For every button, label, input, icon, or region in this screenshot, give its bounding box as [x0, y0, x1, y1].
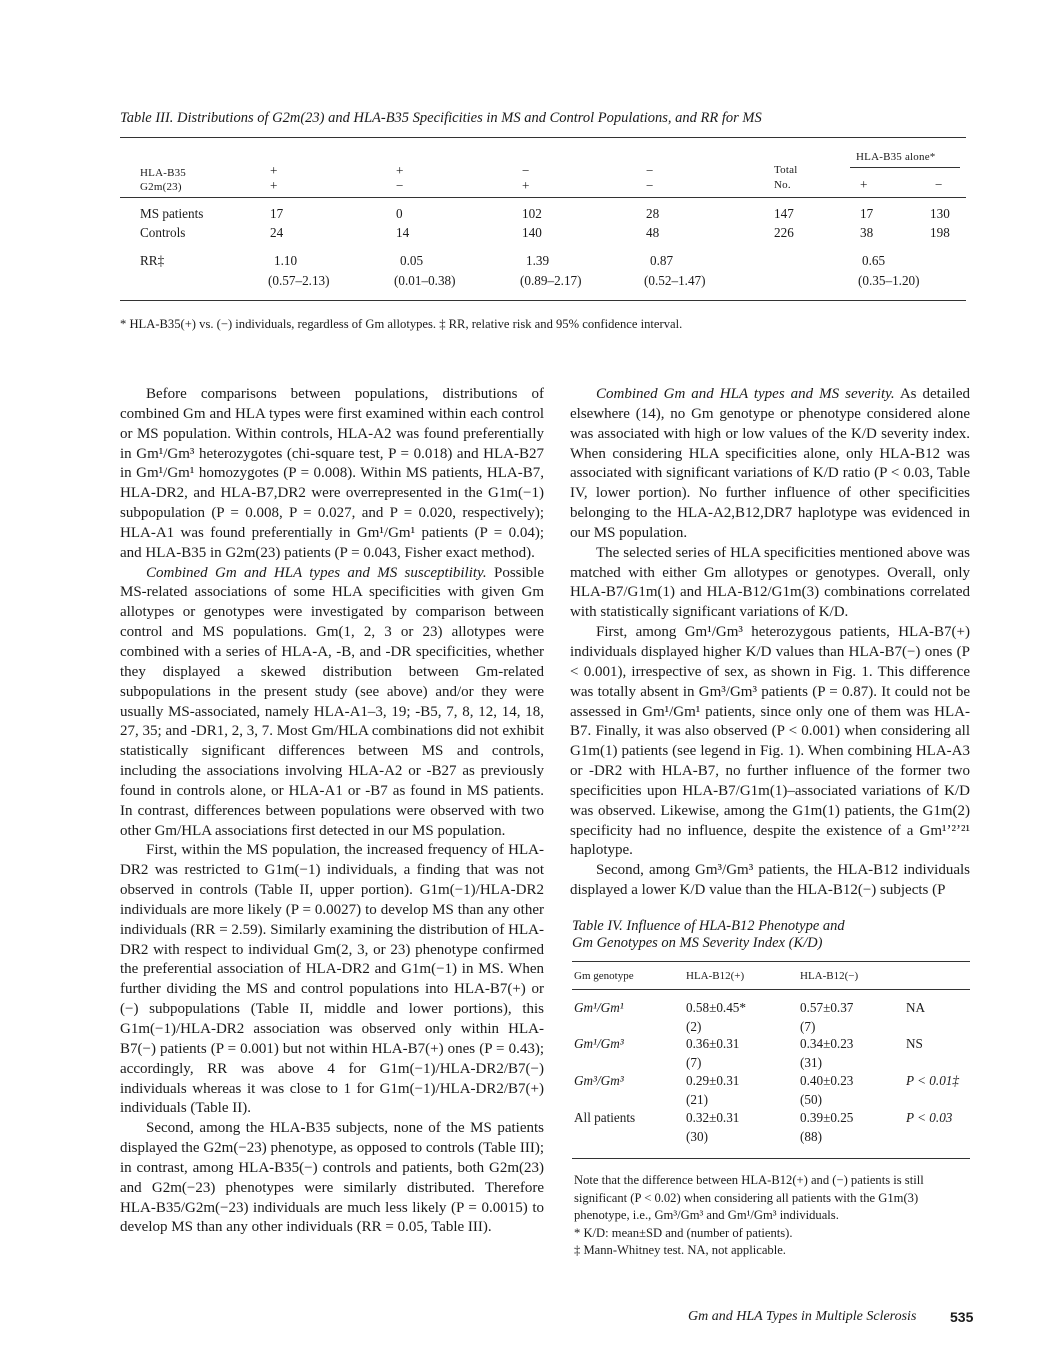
- table-iii-cell: 198: [930, 225, 950, 240]
- table-iii-rr-ci: (0.52–1.47): [644, 273, 706, 288]
- table-iii-b35-sign: −: [646, 163, 654, 178]
- table-iv-genotype: Gm³/Gm³: [574, 1073, 624, 1088]
- table-iii-rr-ci: (0.57–2.13): [268, 273, 330, 288]
- table-iii-cell: 17: [860, 206, 874, 221]
- table-iii-row-label: MS patients: [140, 206, 204, 221]
- table-iv-count: (50): [800, 1092, 822, 1107]
- table-iii-caption: Table III. Distributions of G2m(23) and HLA-B35 Specificities in MS and Control Populations, and RR for MS: [120, 110, 762, 126]
- table-iii-rr-ci: (0.35–1.20): [858, 273, 920, 288]
- table-iii-cell: 226: [774, 225, 794, 240]
- table-iii-cell: 0: [396, 206, 403, 221]
- table-iv-genotype: Gm¹/Gm¹: [574, 1000, 624, 1015]
- table-iv-value: 0.29±0.31: [686, 1073, 740, 1088]
- table-iv-significance: NS: [906, 1036, 923, 1051]
- table-iii-footnote: * HLA-B35(+) vs. (−) individuals, regardless of Gm allotypes. ‡ RR, relative risk and 95% confidence interval.: [120, 317, 683, 331]
- table-iv-value: 0.58±0.45*: [686, 1000, 746, 1015]
- table-iii-rr-value: 0.05: [400, 253, 424, 268]
- table-iv-note: Note that the difference between HLA-B12(+) and (−) patients is still significant (P < 0.02) when considering all patients with the G1m(3) phenotype, i.e., Gm³/Gm³ and Gm¹/Gm³ individuals.: [574, 1173, 924, 1222]
- table-iv-header: Gm genotype: [574, 970, 634, 982]
- table-iii-b35-sign: −: [522, 163, 530, 178]
- table-iv-count: (7): [800, 1019, 816, 1034]
- table-iii-top-rule: [120, 137, 966, 138]
- paragraph: Second, among Gm³/Gm³ patients, the HLA-B12 individuals displayed a lower K/D value than the HLA-B12(−) subjects (P: [570, 862, 970, 899]
- run-in-heading: Combined Gm and HLA types and MS severity.: [596, 386, 895, 402]
- table-iii-cell: 17: [270, 206, 284, 221]
- table-iii-cell: 130: [930, 206, 950, 221]
- table-iii-spanner-rule: [850, 167, 960, 168]
- table-iv-header: HLA-B12(−): [800, 970, 859, 982]
- right-column: [570, 385, 970, 901]
- table-iii-g2m-sign: +: [522, 178, 530, 193]
- table-iii-rr-value: 0.65: [862, 253, 886, 268]
- paragraph-body: As detailed elsewhere (14), no Gm genotype or phenotype considered alone was associated with high or low values of the K/D severity index. When considering HLA specificities alone, only HLA-B12 was associated with significant variations of K/D ratio (P < 0.03, Table IV, lower portion). No further influence of other specificities belonging to the HLA-A2,B12,DR7 haplotype was evidenced in our MS population.: [570, 386, 970, 541]
- table-iii-header-b35-alone: HLA-B35 alone*: [856, 151, 936, 163]
- table-iii-b35-sign: +: [270, 163, 278, 178]
- table-iii-header-g2m23: G2m(23): [140, 181, 182, 193]
- table-iv-count: (21): [686, 1092, 708, 1107]
- table-iii-cell: 14: [396, 225, 410, 240]
- table-iv-bottom-rule: [572, 1158, 970, 1159]
- table-iii-cell: 28: [646, 206, 660, 221]
- table-iv-significance: NA: [906, 1000, 926, 1015]
- table-iii-g2m-sign: +: [270, 178, 278, 193]
- table-iv-note: * K/D: mean±SD and (number of patients).: [574, 1225, 793, 1240]
- table-iii-header-no: No.: [774, 179, 791, 191]
- table-iv-value: 0.57±0.37: [800, 1000, 854, 1015]
- table-iii-rr-ci: (0.89–2.17): [520, 273, 582, 288]
- run-in-heading: Combined Gm and HLA types and MS susceptibility.: [146, 564, 487, 581]
- table-iii-cell: 147: [774, 206, 794, 221]
- table-iii-bottom-rule: [120, 300, 966, 301]
- table-iii-header-alone-minus: −: [935, 177, 943, 192]
- running-footer-title: Gm and HLA Types in Multiple Sclerosis: [688, 1309, 917, 1324]
- paragraph: First, within the MS population, the increased frequency of HLA-DR2 was restricted to G1m(−1) individuals, a finding that was not observed in controls (Table II, upper portion). G1m(−1)/HLA-DR2 individuals are more likely (P = 0.0027) to develop MS than any other individuals (RR = 2.59). Similarly examining the distribution of HLA-DR2 with respect to individual Gm(2, 3, or 23) phenotype confirmed the preferential association of HLA-DR2 and G1m(−1) in MS. When further dividing the MS and control populations into HLA-B7(+) or (−) subpopulations (Table II, middle and lower portions), this G1m(−1)/HLA-DR2 association was observed only within HLA-B7(−) patients (P = 0.001) but not within HLA-B7(+) ones (P = 0.43); accordingly, RR was above 4 for G1m(−1)/HLA-DR2/B7(−) individuals whereas it was close to 1 for G1m(−1)/HLA-DR2/B7(+) individuals (Table II).: [120, 842, 544, 1117]
- table-iii-rr-label: RR‡: [140, 253, 165, 268]
- left-column: [120, 385, 544, 1238]
- table-iv-caption: [572, 918, 845, 952]
- table-iii-rr-value: 1.10: [274, 253, 298, 268]
- table-iii-g2m-sign: −: [396, 178, 404, 193]
- table-iv-value: 0.39±0.25: [800, 1110, 854, 1125]
- paragraph: First, among Gm¹/Gm³ heterozygous patients, HLA-B7(+) individuals displayed higher K/D values than HLA-B7(−) ones (P < 0.001), irrespective of sex, as shown in Fig. 1. This difference was totally absent in Gm³/Gm³ patients (P = 0.87). It could not be assessed in Gm¹/Gm¹ patients, since only one of them was HLA-B7. Finally, it was also observed (P < 0.001) when considering all G1m(1) patients (see legend in Fig. 1). When combining HLA-A3 or -DR2 with HLA-B7, no further influence of the former two specificities upon HLA-B7/G1m(1)–associated variations of K/D was observed. Likewise, among the G1m(1) patients, the G1m(2) specificity had no influence, despite the existence of a Gm¹ʼ²ʼ²¹ haplotype.: [570, 624, 970, 859]
- paragraph-body: Possible MS-related associations of some HLA specificities with given Gm allotypes or genotypes were investigated by comparison between control and MS populations. Gm(1, 2, 3 or 23) allotypes were combined with a series of HLA-A, -B, and -DR specificities, whether they displayed a skewed distribution between Gm-related subpopulations in the present study (see above) and/or they were usually MS-associated, namely HLA-A1–3, 19; -B5, 7, 8, 12, 14, 18, 27, 35; and -DR1, 2, 3, 7. Most Gm/HLA combinations did not exhibit statistically significant differences between MS and controls, including the associations involving HLA-A2 or -B27 as previously found in controls alone, or HLA-A1 or -B7 as found in MS patients. In contrast, differences between populations were observed with two other Gm/HLA associations first detected in our MS population.: [120, 564, 544, 839]
- table-iii-rr-value: 0.87: [650, 253, 674, 268]
- paragraph: [570, 385, 970, 544]
- table-iii-cell: 140: [522, 225, 542, 240]
- table-iii-header-alone-plus: +: [860, 177, 868, 192]
- table-iv-genotype: All patients: [574, 1110, 636, 1125]
- paragraph: [120, 564, 544, 842]
- table-iv-value: 0.34±0.23: [800, 1036, 854, 1051]
- table-iv-significance: P < 0.03: [906, 1110, 953, 1125]
- table-iv-top-rule: [572, 961, 970, 962]
- table-iv-header: HLA-B12(+): [686, 970, 745, 982]
- table-iii-rr-ci: (0.01–0.38): [394, 273, 456, 288]
- table-iv-count: (88): [800, 1129, 822, 1144]
- table-iii-cell: 102: [522, 206, 542, 221]
- table-iii-header-hla-b35: HLA-B35: [140, 167, 187, 179]
- table-iv-count: (2): [686, 1019, 702, 1034]
- page-number: 535: [950, 1309, 974, 1325]
- paragraph: Second, among the HLA-B35 subjects, none of the MS patients displayed the G2m(−23) phenotype, as opposed to controls (Table III); in contrast, among HLA-B35(−) controls and patients, both G2m(23) and G2m(−23) phenotypes were similarly distributed. Therefore HLA-B35/G2m(−23) individuals are much less likely (P = 0.0015) to develop MS than any other individuals (RR = 0.05, Table III).: [120, 1120, 544, 1236]
- table-iii-b35-sign: +: [396, 163, 404, 178]
- paragraph: The selected series of HLA specificities mentioned above was matched with either Gm allotypes or genotypes. Overall, only HLA-B7/G1m(1) and HLA-B12/G1m(3) combinations correlated with statistically significant variations of K/D.: [570, 544, 970, 621]
- table-iv-value: 0.36±0.31: [686, 1036, 740, 1051]
- table-iv-value: 0.40±0.23: [800, 1073, 854, 1088]
- table-iii-cell: 24: [270, 225, 284, 240]
- table-iii-header-rule: [120, 197, 966, 198]
- table-iv-caption-line: Gm Genotypes on MS Severity Index (K/D): [572, 935, 823, 951]
- table-iv-notes: [574, 1172, 972, 1260]
- table-iii-cell: 38: [860, 225, 874, 240]
- table-iii-cell: 48: [646, 225, 660, 240]
- table-iv-value: 0.32±0.31: [686, 1110, 740, 1125]
- paragraph: Before comparisons between populations, distributions of combined Gm and HLA types were first examined within each control or MS population. Within controls, HLA-A2 was found preferentially in Gm¹/Gm³ heterozygotes (chi-square test, P = 0.018) and HLA-B27 in Gm¹/Gm¹ homozygotes (P = 0.008). Within MS patients, HLA-B7, HLA-DR2, and HLA-B7,DR2 were overrepresented in the G1m(−1) subpopulation (P = 0.008, P = 0.027, and P = 0.020, respectively); HLA-A1 was found preferentially in Gm¹/Gm¹ patients (P = 0.04); and HLA-B35 in G2m(23) patients (P = 0.043, Fisher exact method).: [120, 386, 544, 561]
- table-iv-note: ‡ Mann-Whitney test. NA, not applicable.: [574, 1243, 786, 1257]
- table-iv-genotype: Gm¹/Gm³: [574, 1036, 624, 1051]
- table-iii-header-total: Total: [774, 164, 798, 176]
- table-iv-count: (31): [800, 1055, 822, 1070]
- table-iii-rr-value: 1.39: [526, 253, 550, 268]
- table-iv-caption-line: Table IV. Influence of HLA-B12 Phenotype and: [572, 918, 845, 934]
- table-iv-header-rule: [572, 989, 970, 990]
- table-iii-g2m-sign: −: [646, 178, 654, 193]
- table-iv-count: (7): [686, 1055, 702, 1070]
- table-iii-row-label: Controls: [140, 225, 186, 240]
- table-iv-significance: P < 0.01‡: [906, 1073, 959, 1088]
- table-iv-count: (30): [686, 1129, 708, 1144]
